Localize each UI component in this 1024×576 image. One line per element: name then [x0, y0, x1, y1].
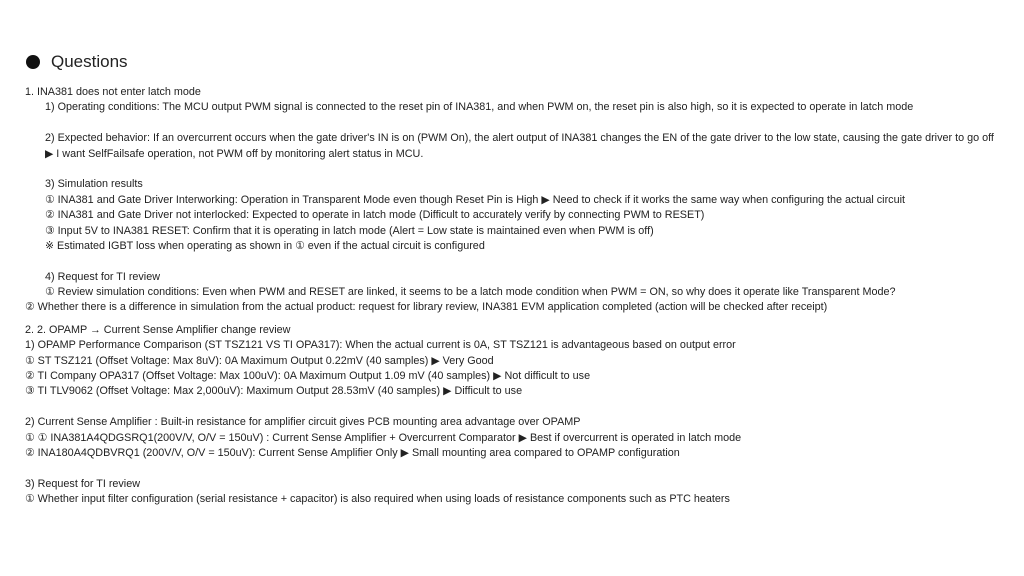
csa-item-1: ① ① INA381A4QDGSRQ1(200V/V, O/V = 150uV) : Current Sense Amplifier + Overcurrent Comparator ▶ Best if overcurrent is operated in latch mode	[25, 431, 742, 444]
opamp-comparison: 1) OPAMP Performance Comparison (ST TSZ121 VS TI OPA317): When the actual current is 0A, ST TSZ121 is advantageous based on output error	[25, 339, 736, 352]
opamp-item-1: ① ST TSZ121 (Offset Voltage: Max 8uV): 0A Maximum Output 0.22mV (40 samples) ▶ Very Good	[25, 354, 494, 367]
simulation-result-2: ② INA381 and Gate Driver not interlocked: Expected to operate in latch mode (Difficult to accurately verify by connecting PWM to RESET)	[45, 209, 705, 222]
simulation-results-heading: 3) Simulation results	[45, 178, 143, 191]
igbt-loss-note: ※ Estimated IGBT loss when operating as shown in ① even if the actual circuit is configured	[45, 239, 485, 252]
expected-behavior: 2) Expected behavior: If an overcurrent occurs when the gate driver's IN is on (PWM On), the alert output of INA381 changes the EN of the gate driver to the low state, causing the gate driver to go off	[45, 132, 994, 145]
ti-review-item-2: ② Whether there is a difference in simulation from the actual product: request for library review, INA381 EVM application completed (action will be checked after receipt)	[25, 301, 828, 314]
bullet-icon	[26, 55, 40, 69]
slide-body	[25, 85, 1005, 508]
ti-review-item-1: ① Review simulation conditions: Even when PWM and RESET are linked, it seems to be a latch mode condition when PWM = ON, so why does it operate like Transparent Mode?	[45, 286, 896, 299]
section-2-heading: 2. 2. OPAMP → Current Sense Amplifier change review	[25, 323, 291, 336]
slide-title: Questions	[51, 52, 128, 71]
request-item-1: ① Whether input filter configuration (serial resistance + capacitor) is also required when using loads of resistance components such as PTC heaters	[25, 493, 730, 506]
title-row	[26, 52, 128, 72]
opamp-item-2: ② TI Company OPA317 (Offset Voltage: Max 100uV): 0A Maximum Output 1.09 mV (40 samples) ▶ Not difficult to use	[25, 370, 591, 383]
opamp-item-3: ③ TI TLV9062 (Offset Voltage: Max 2,000uV): Maximum Output 28.53mV (40 samples) ▶ Difficult to use	[25, 385, 523, 398]
csa-heading: 2) Current Sense Amplifier : Built-in resistance for amplifier circuit gives PCB mounting area advantage over OPAMP	[25, 416, 581, 429]
request-heading: 3) Request for TI review	[25, 477, 141, 490]
simulation-result-1: ① INA381 and Gate Driver Interworking: Operation in Transparent Mode even though Reset Pin is High ▶ Need to check if it works the same way when configuring the actual circuit	[45, 193, 905, 206]
failsafe-note: ▶ I want SelfFailsafe operation, not PWM off by monitoring alert status in MCU.	[45, 147, 424, 160]
section-1-heading: 1. INA381 does not enter latch mode	[25, 86, 201, 98]
operating-conditions: 1) Operating conditions: The MCU output PWM signal is connected to the reset pin of INA381, and when PWM on, the reset pin is also high, so it is expected to operate in latch mode	[45, 101, 914, 114]
ti-review-heading: 4) Request for TI review	[45, 270, 161, 283]
simulation-result-3: ③ Input 5V to INA381 RESET: Confirm that it is operating in latch mode (Alert = Low state is maintained even when PWM is off)	[45, 224, 654, 237]
csa-item-2: ② INA180A4QDBVRQ1 (200V/V, O/V = 150uV): Current Sense Amplifier Only ▶ Small mounting area compared to OPAMP configuration	[25, 447, 680, 459]
